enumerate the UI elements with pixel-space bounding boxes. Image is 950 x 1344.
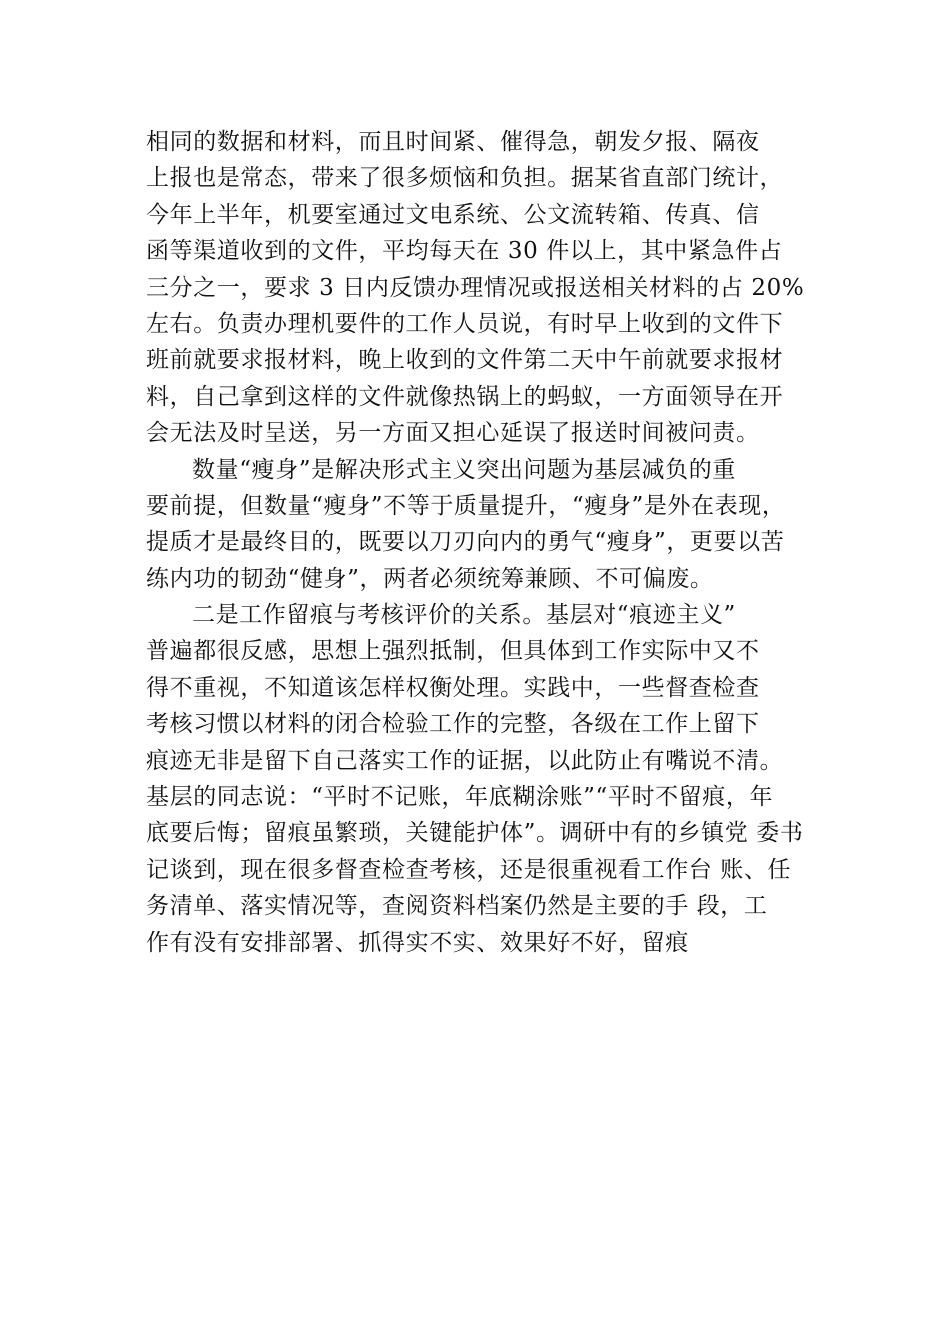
body-text xyxy=(146,124,836,961)
text-line: 二是工作留痕与考核评价的关系。基层对“痕迹主义” xyxy=(192,602,736,629)
text-line: 要前提，但数量“瘦身”不等于质量提升，“瘦身”是外在表现， xyxy=(146,492,786,519)
text-line: 考核习惯以材料的闭合检验工作的完整，各级在工作上留下 xyxy=(146,711,760,738)
text-line: 痕迹无非是留下自己落实工作的证据，以此防止有嘴说不清。 xyxy=(146,747,784,774)
text-line: 底要后悔；留痕虽繁琐，关键能护体”。调研中有的乡镇党 委书 xyxy=(146,820,804,847)
paragraph-2 xyxy=(146,452,836,598)
text-line: 得不重视，不知道该怎样权衡处理。实践中，一些督查检查 xyxy=(146,674,760,701)
text-line: 数量“瘦身”是解决形式主义突出问题为基层减负的重 xyxy=(192,456,736,483)
text-line: 会无法及时呈送，另一方面又担心延误了报送时间被问责。 xyxy=(146,420,760,447)
text-line: 练内功的韧劲“健身”，两者必须统筹兼顾、不可偏废。 xyxy=(146,565,714,592)
text-line: 今年上半年，机要室通过文电系统、公文流转箱、传真、信 xyxy=(146,201,760,228)
text-line: 上报也是常态，带来了很多烦恼和负担。据某省直部门统计， xyxy=(146,165,784,192)
text-line: 记谈到，现在很多督查检查考核，还是很重视看工作台 账、任 xyxy=(146,856,792,883)
text-line: 班前就要求报材料，晚上收到的文件第二天中午前就要求报材 xyxy=(146,347,784,374)
text-line: 基层的同志说：“平时不记账，年底糊涂账”“平时不留痕，年 xyxy=(146,784,774,811)
text-line: 普遍都很反感，思想上强烈抵制，但具体到工作实际中又不 xyxy=(146,638,760,665)
text-line: 函等渠道收到的文件，平均每天在 30 件以上，其中紧急件占 xyxy=(146,238,783,265)
text-line: 相同的数据和材料，而且时间紧、催得急，朝发夕报、隔夜 xyxy=(146,129,760,155)
text-line: 作有没有安排部署、抓得实不实、效果好不好，留痕 xyxy=(146,929,689,956)
text-line: 提质才是最终目的，既要以刀刃向内的勇气“瘦身”，更要以苦 xyxy=(146,529,785,556)
text-line: 三分之一，要求 3 日内反馈办理情况或报送相关材料的占 20% xyxy=(146,274,805,301)
text-line: 务清单、落实情况等，查阅资料档案仍然是主要的手 段，工 xyxy=(146,893,768,920)
paragraph-1 xyxy=(146,124,836,452)
text-line: 左右。负责办理机要件的工作人员说，有时早上收到的文件下 xyxy=(146,310,784,337)
paragraph-3 xyxy=(146,597,836,961)
text-line: 料，自己拿到这样的文件就像热锅上的蚂蚁，一方面领导在开 xyxy=(146,383,784,410)
